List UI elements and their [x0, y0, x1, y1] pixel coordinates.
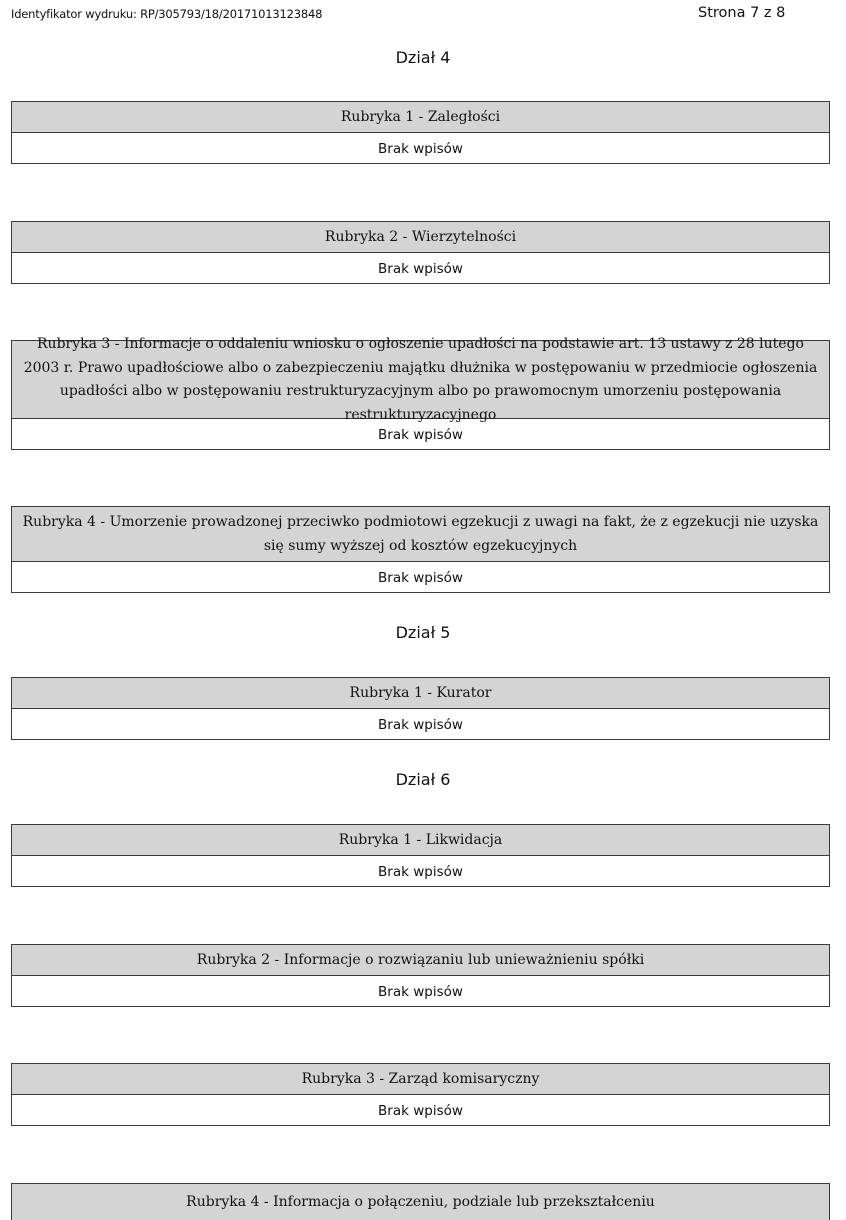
rubric-title: Rubryka 2 - Informacje o rozwiązaniu lub unieważnieniu spółki [12, 945, 829, 976]
rubric-table [11, 824, 830, 887]
rubric-table [11, 336, 830, 450]
section-title: Dział 6 [395, 770, 451, 789]
rubric-table [11, 677, 830, 740]
page-number: Strona 7 z 8 [698, 5, 786, 21]
rubric-title: Rubryka 3 - Zarząd komisaryczny [12, 1064, 829, 1095]
rubric-value: Brak wpisów [378, 570, 463, 586]
rubric-table [11, 1063, 830, 1126]
rubric-value: Brak wpisów [378, 1103, 463, 1119]
rubric-table [11, 944, 830, 1007]
rubric-title: Rubryka 4 - Umorzenie prowadzonej przeciwko podmiotowi egzekucji z uwagi na fakt, że z egzekucji nie uzyska się sumy wyższej od kosztów egzekucyjnych [12, 507, 829, 562]
rubric-value: Brak wpisów [378, 261, 463, 277]
rubric-title: Rubryka 1 - Kurator [12, 678, 829, 709]
section-title: Dział 4 [395, 48, 451, 67]
rubric-title: Rubryka 1 - Zaległości [12, 102, 829, 133]
rubric-title: Rubryka 1 - Likwidacja [12, 825, 829, 856]
rubric-value: Brak wpisów [378, 141, 463, 157]
rubric-value: Brak wpisów [378, 864, 463, 880]
rubric-title: Rubryka 2 - Wierzytelności [12, 222, 829, 253]
rubric-table [11, 221, 830, 284]
section-title: Dział 5 [395, 623, 451, 642]
rubric-table [11, 1183, 830, 1220]
rubric-value: Brak wpisów [378, 717, 463, 733]
rubric-value: Brak wpisów [378, 427, 463, 443]
rubric-table [11, 101, 830, 164]
rubric-table [11, 506, 830, 593]
rubric-value: Brak wpisów [378, 984, 463, 1000]
rubric-title: Rubryka 3 - Informacje o oddaleniu wniosku o ogłoszenie upadłości na podstawie art. 13 ustawy z 28 lutego 2003 r. Prawo upadłościowe albo o zabezpieczeniu majątku dłużnika w postępowaniu w przedmiocie ogłoszenia upadłości albo w postępowaniu restrukturyzacyjnym albo po prawomocnym umorzeniu postępowania restrukturyzacyjnego [12, 341, 829, 419]
print-identifier: Identyfikator wydruku: RP/305793/18/20171013123848 [11, 7, 323, 21]
rubric-title: Rubryka 4 - Informacja o połączeniu, podziale lub przekształceniu [12, 1184, 829, 1220]
